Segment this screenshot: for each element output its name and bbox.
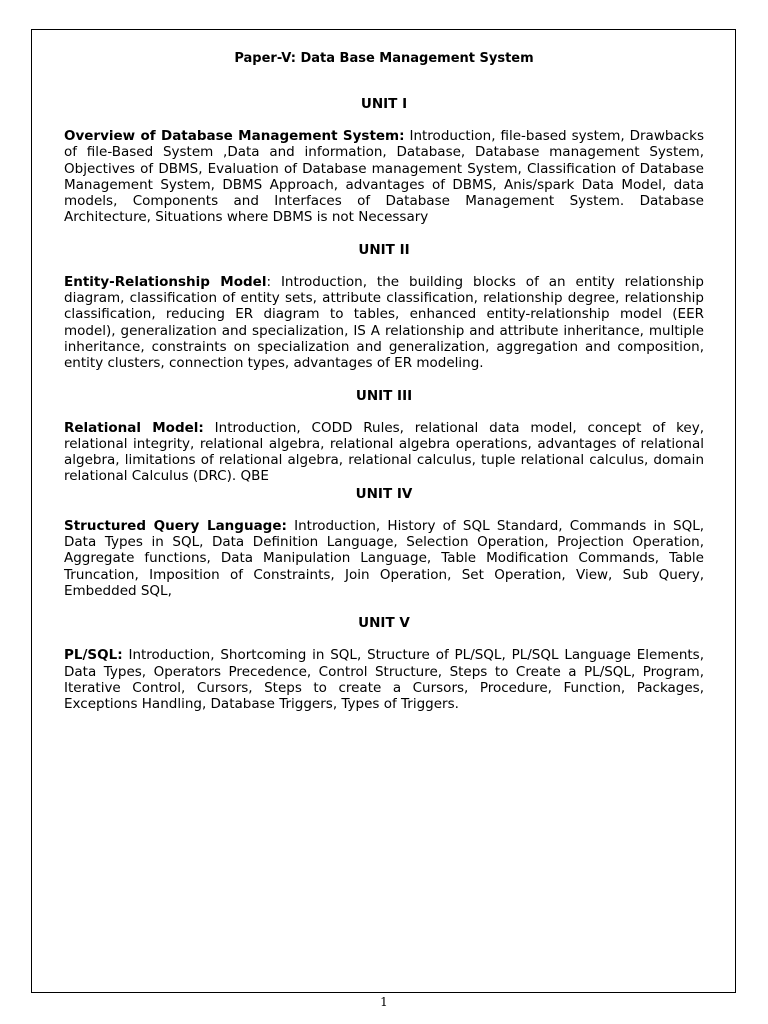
unit-1-term: Overview of Database Management System:: [64, 128, 405, 144]
unit-1-paragraph: [64, 128, 704, 226]
document-body: [64, 50, 704, 727]
unit-3-paragraph: [64, 420, 704, 485]
unit-5-term: PL/SQL:: [64, 647, 123, 664]
page-number: 1: [380, 995, 388, 1009]
unit-4-body: Introduction, History of SQL Standard, Commands in SQL, Data Types in SQL, Data Definition Language, Selection Operation, Projection Operation, Aggregate functions, Data Manipulation Language, Table Modification Commands, Table Truncation, Imposition of Constraints, Join Operation, Set Operation, View, Sub Query, Embedded SQL,: [64, 517, 705, 599]
unit-4-paragraph: [64, 518, 704, 599]
unit-2-body: : Introduction, the building blocks of an entity relationship diagram, classification of entity sets, attribute classification, relationship degree, relationship classification, reducing ER diagram to tables, enhanced entity-relationship model (EER model), generalization and specialization, IS A relationship and attribute inheritance, multiple inheritance, constraints on specialization and generalization, aggregation and composition, entity clusters, connection types, advantages of ER modeling.: [64, 273, 704, 372]
unit-5-heading: UNIT V: [358, 615, 410, 632]
unit-3-heading: UNIT III: [355, 387, 413, 404]
unit-3-term: Relational Model:: [64, 419, 204, 436]
unit-2-paragraph: [64, 274, 704, 372]
unit-1-body: Introduction, file-based system, Drawbacks of file-Based System ,Data and information, Database, Database management System, Objectives of DBMS, Evaluation of Database management System, Classification of Database Management System, DBMS Approach, advantages of DBMS, Anis/spark Data Model, data models, Components and Interfaces of Database Management System. Database Architecture, Situations where DBMS is not Necessary: [64, 128, 704, 226]
unit-1-heading: UNIT I: [360, 96, 408, 112]
unit-4-heading: UNIT IV: [355, 485, 413, 502]
unit-4-term: Structured Query Language:: [64, 517, 287, 534]
unit-5-body: Introduction, Shortcoming in SQL, Structure of PL/SQL, PL/SQL Language Elements, Data Types, Operators Precedence, Control Structure, Steps to Create a PL/SQL, Program, Iterative Control, Cursors, Steps to create a Cursors, Procedure, Function, Packages, Exceptions Handling, Database Triggers, Types of Triggers.: [64, 647, 704, 713]
document-title: Paper-V: Data Base Management System: [234, 51, 534, 66]
unit-2-term: Entity-Relationship Model: [64, 273, 267, 290]
unit-5-paragraph: [64, 647, 704, 712]
unit-2-heading: UNIT II: [358, 241, 410, 258]
unit-3-body: Introduction, CODD Rules, relational data model, concept of key, relational integrity, relational algebra, relational algebra operations, advantages of relational algebra, limitations of relational algebra, relational calculus, tuple relational calculus, domain relational Calculus (DRC). QBE: [64, 419, 705, 485]
